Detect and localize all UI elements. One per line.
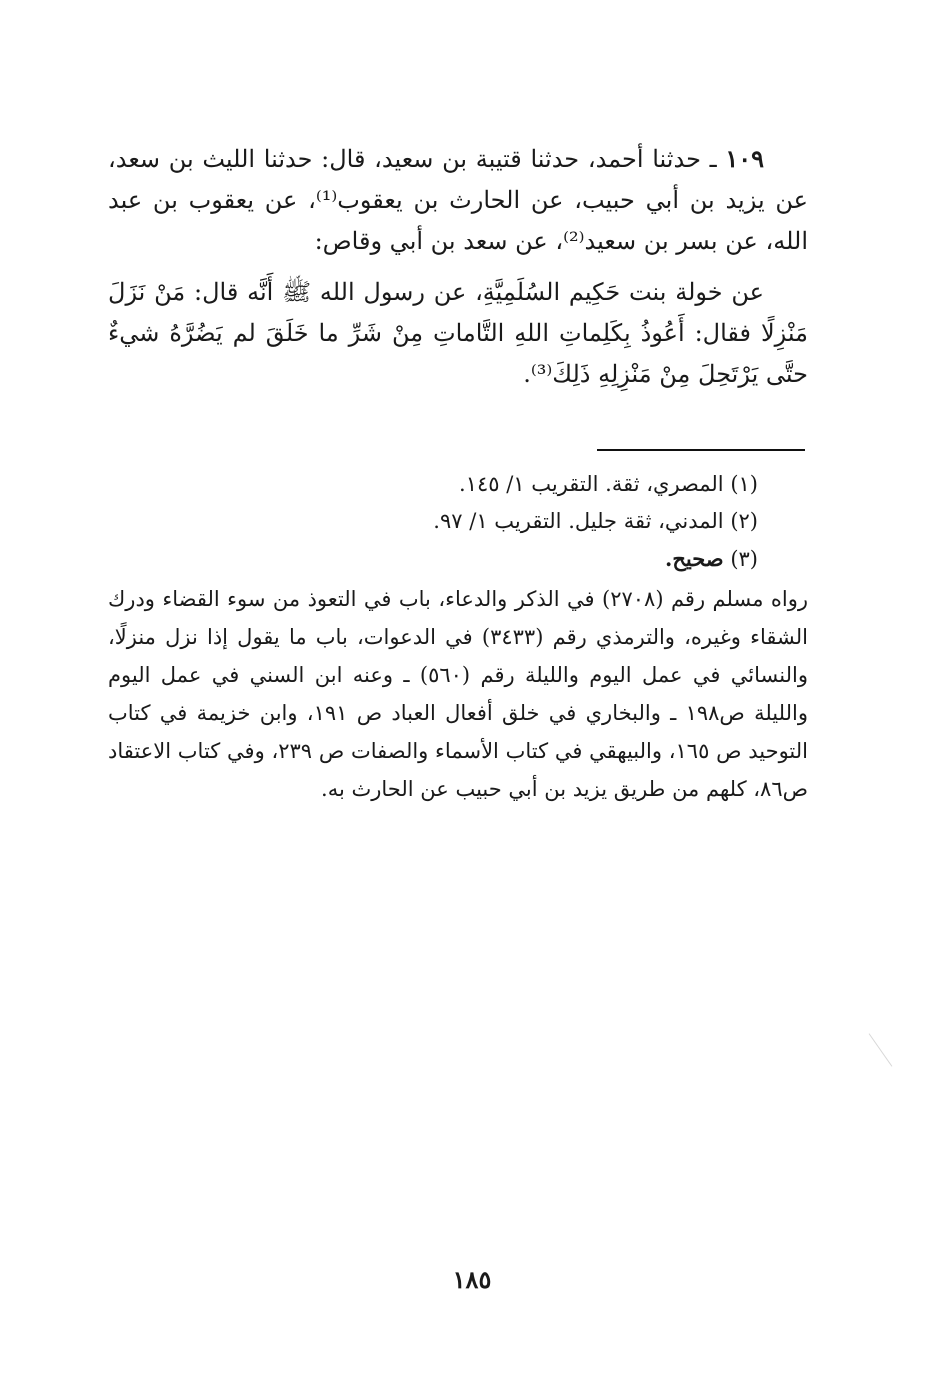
footnote-3-detail: رواه مسلم رقم (٢٧٠٨) في الذكر والدعاء، باب في التعوذ من سوء القضاء ودرك الشقاء وغيره، والترمذي رقم (٣٤٣٣) في الدعوات، باب ما يقول إذا نزل منزلًا، والنسائي في عمل اليوم والليلة رقم (٥٦٠) ـ وعنه ابن السني في عمل اليوم والليلة ص١٩٨ ـ والبخاري في خلق أفعال العباد ص ١٩١، وابن خزيمة في كتاب التوحيد ص ١٦٥، والبيهقي في كتاب الأسماء والصفات ص ٢٣٩، وفي كتاب الاعتقاد ص٨٦، كلهم من طريق يزيد بن أبي حبيب عن الحارث به. bbox=[108, 587, 808, 801]
footnote-1: (١) المصري، ثقة. التقريب ١/ ١٤٥. bbox=[459, 472, 758, 496]
page-number: ١٨٥ bbox=[452, 1265, 492, 1294]
isnad-text: ـ حدثنا أحمد، حدثنا قتيبة بن سعيد، قال: حدثنا الليث بن سعد، عن يزيد بن أبي حبيب، عن الحارث بن يعقوب⁽¹⁾، عن يعقوب بن عبد الله، عن بسر بن سعيد⁽²⁾، عن سعد بن أبي وقاص: bbox=[108, 145, 809, 255]
footnote-separator bbox=[597, 449, 805, 451]
hadith-isnad-paragraph bbox=[108, 138, 808, 262]
scan-artifact bbox=[869, 1033, 893, 1066]
hadith-matn-paragraph: عن خولة بنت حَكِيم السُلَمِيَّةِ، عن رسول الله ﷺ أَنَّه قال: مَنْ نَزَلَ مَنْزِلًا فقال: أَعُوذُ بِكَلِماتِ اللهِ التَّاماتِ مِنْ شَرِّ ما خَلَقَ لم يَضُرَّهُ شيءٌ حتَّى يَرْتَحِلَ مِنْ مَنْزِلِهِ ذَلِكَ⁽³⁾. bbox=[108, 278, 808, 388]
footnote-3-grade: صحيح. bbox=[665, 546, 724, 571]
footnotes bbox=[108, 466, 808, 808]
hadith-number: ١٠٩ bbox=[725, 144, 764, 173]
footnote-3-label: (٣) bbox=[730, 547, 758, 571]
hadith-text bbox=[108, 138, 808, 395]
footnote-3 bbox=[108, 540, 808, 578]
footnote-2: (٢) المدني، ثقة جليل. التقريب ١/ ٩٧. bbox=[433, 509, 758, 533]
